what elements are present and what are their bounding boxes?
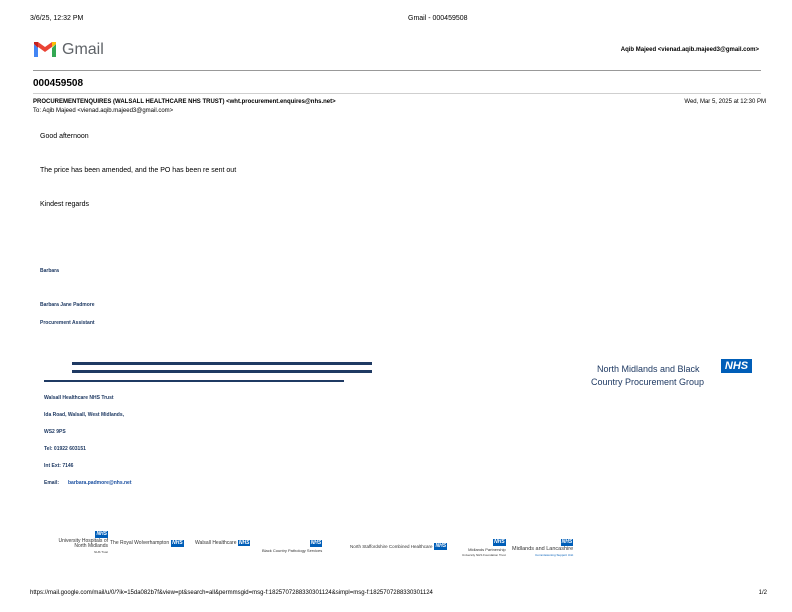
group-logo-line1: North Midlands and Black xyxy=(597,364,700,374)
footer-logo-walsall xyxy=(195,540,250,546)
account-address: Aqib Majeed <vienad.aqib.majeed3@gmail.com> xyxy=(620,47,759,53)
footer-logo-name: North Staffordshire Combined Healthcare xyxy=(350,544,433,549)
gmail-logo-icon xyxy=(33,40,57,58)
footer-logo-name: Black Country Pathology Services xyxy=(262,548,323,553)
signature-full-name: Barbara Jane Padmore xyxy=(40,302,95,308)
group-logo-line2: Country Procurement Group xyxy=(591,377,705,387)
signature-address: Ida Road, Walsall, West Midlands, xyxy=(44,412,125,418)
footer-logo-nsch xyxy=(350,543,447,550)
signature-tel: Tel: 01922 603151 xyxy=(44,446,86,452)
footer-logo-name: Walsall Healthcare xyxy=(195,540,237,546)
nhs-logo-icon: NHS xyxy=(172,540,183,546)
print-datetime: 3/6/25, 12:32 PM xyxy=(30,15,84,22)
nhs-logo-icon: NHS xyxy=(721,359,752,373)
nhs-logo-icon: NHS xyxy=(435,543,447,549)
signature-ext: Int Ext: 7146 xyxy=(44,463,74,469)
nhs-logo-icon: NHS xyxy=(238,540,250,546)
email-from: PROCUREMENTENQUIRES (WALSALL HEALTHCARE NHS TRUST) <wht.procurement.enquires@nhs.net> xyxy=(33,99,336,105)
footer-logo-uhnm xyxy=(50,531,108,555)
print-title: Gmail - 000459508 xyxy=(408,15,468,22)
signature-postcode: WS2 9PS xyxy=(44,429,66,435)
footer-logo-sub: Commissioning Support Unit xyxy=(535,553,574,557)
nhs-logo-icon: NHS xyxy=(561,539,573,545)
nhs-logo-icon: NHS xyxy=(96,531,107,537)
footer-logo-name: Midlands Partnership xyxy=(468,547,506,552)
signature-rule-3 xyxy=(44,380,344,382)
footer-logo-name: Midlands and Lancashire xyxy=(512,546,574,552)
gmail-logo-text: Gmail xyxy=(62,41,104,58)
print-footer-page: 1/2 xyxy=(758,590,767,596)
body-message: The price has been amended, and the PO has been re sent out xyxy=(40,167,237,174)
footer-logo-name: The Royal Wolverhampton xyxy=(110,540,170,546)
signature-org: Walsall Healthcare NHS Trust xyxy=(44,395,114,401)
email-date: Wed, Mar 5, 2025 at 12:30 PM xyxy=(684,99,766,105)
footer-logo-mlcsu xyxy=(512,539,573,558)
signature-email-link[interactable]: barbara.padmore@nhs.net xyxy=(68,480,132,486)
signature-email-label: Email: xyxy=(44,480,60,486)
footer-logo-bcps xyxy=(262,540,322,553)
signature-rule-1 xyxy=(72,362,372,365)
footer-logo-rwt xyxy=(110,540,184,547)
signature-rule-2 xyxy=(72,370,372,373)
footer-logo-name: University Hospitals of North Midlands xyxy=(58,538,108,549)
footer-logo-mpft xyxy=(462,539,506,558)
body-closing: Kindest regards xyxy=(40,201,90,208)
print-footer-url[interactable]: https://mail.google.com/mail/u/0/?ik=15da082b7f&view=pt&search=all&permmsgid=msg-f:1825707288330301124&simpl=msg-f:1825707288330301124 xyxy=(30,590,433,596)
footer-logo-sub: NHS Trust xyxy=(94,550,108,554)
body-greeting: Good afternoon xyxy=(40,133,89,140)
signature-role: Procurement Assistant xyxy=(40,320,95,326)
email-to: To: Aqib Majeed <vienad.aqib.majeed3@gmail.com> xyxy=(33,108,174,114)
footer-logo-sub: University NHS Foundation Trust xyxy=(462,553,506,557)
nhs-logo-icon: NHS xyxy=(494,539,505,545)
email-subject: 000459508 xyxy=(33,78,84,89)
signature-first-name: Barbara xyxy=(40,268,59,274)
nhs-logo-icon: NHS xyxy=(310,540,322,546)
